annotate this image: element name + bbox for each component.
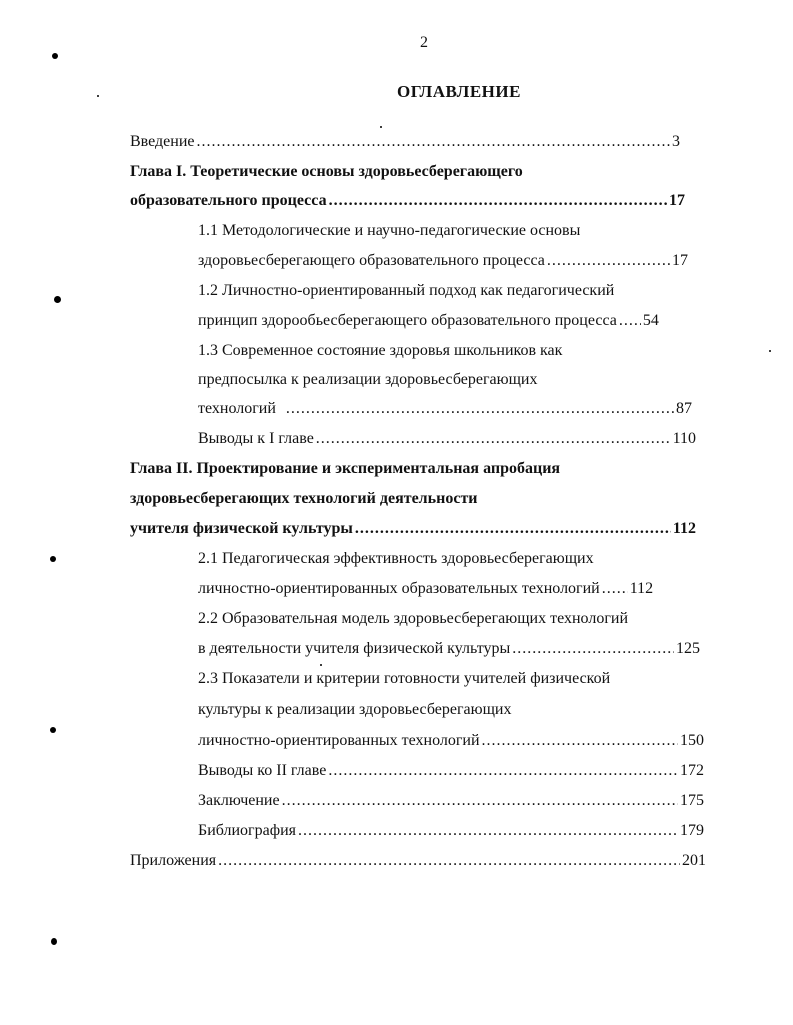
toc-entry-text: в деятельности учителя физической культуры [198, 640, 511, 657]
toc-section-1-2-title: 1.2 Личностно-ориентированный подход как педагогический [198, 282, 615, 299]
dot-leader [282, 791, 678, 811]
toc-entry-text: Выводы ко II главе [198, 762, 327, 779]
toc-section-2-3-title: 2.3 Показатели и критерии готовности учителей физической [198, 670, 611, 687]
toc-conclusion [198, 791, 704, 811]
toc-entry-text: технологий [198, 400, 276, 417]
page-number: 2 [420, 34, 428, 51]
toc-chapter-2-title-cont: здоровьесберегающих технологий деятельности [130, 490, 478, 507]
toc-section-2-1-entry [198, 579, 700, 599]
toc-entry-page: 110 [672, 430, 696, 447]
scan-speck [97, 95, 99, 97]
toc-entry-page: 54 [642, 312, 659, 329]
dot-leader [602, 579, 628, 599]
dot-leader [355, 519, 671, 539]
scan-speck [51, 938, 57, 945]
scan-speck [320, 664, 322, 666]
toc-section-1-3-title: 1.3 Современное состояние здоровья школьников как [198, 342, 563, 359]
toc-entry-text: личностно-ориентированных образовательных технологий [198, 580, 600, 597]
toc-entry-text: личностно-ориентированных технологий [198, 732, 480, 749]
toc-appendices [130, 851, 706, 871]
toc-section-1-3-entry [198, 399, 692, 419]
dot-leader [328, 761, 678, 781]
scan-speck [380, 126, 382, 128]
scan-speck [52, 53, 58, 59]
toc-chapter-1-entry [130, 191, 685, 211]
toc-section-2-3-entry [198, 731, 704, 751]
dot-leader [218, 851, 680, 871]
toc-entry-page: 87 [676, 400, 692, 417]
toc-section-2-1-title: 2.1 Педагогическая эффективность здоровьесберегающих [198, 550, 594, 567]
toc-chapter-2-title: Глава II. Проектирование и экспериментальная апробация [130, 460, 561, 477]
dot-leader [329, 191, 667, 211]
dot-leader [512, 639, 674, 659]
toc-conclusions-chapter-2 [198, 761, 704, 781]
scan-speck [50, 556, 56, 562]
dot-leader [619, 311, 641, 331]
dot-leader [286, 399, 674, 419]
dot-leader [547, 251, 670, 271]
toc-bibliography [198, 821, 704, 841]
dot-leader [197, 132, 671, 152]
toc-entry-text: Приложения [130, 852, 217, 869]
toc-section-2-3-title-cont: культуры к реализации здоровьесберегающих [198, 701, 512, 718]
toc-entry-page: 125 [676, 640, 700, 657]
toc-conclusions-chapter-1 [198, 429, 696, 449]
toc-entry-text: здоровьесберегающего образовательного процесса [198, 252, 545, 269]
toc-entry-text: Введение [130, 133, 195, 150]
toc-title: ОГЛАВЛЕНИЕ [397, 82, 521, 101]
toc-entry-text: учителя физической культуры [130, 520, 353, 537]
toc-entry-page: 112 [629, 580, 654, 597]
toc-entry-introduction [130, 132, 680, 152]
toc-entry-page: 17 [669, 192, 685, 209]
toc-chapter-2-entry [130, 519, 696, 539]
scan-speck [769, 350, 771, 352]
toc-section-2-2-entry [198, 639, 700, 659]
toc-entry-page: 179 [680, 822, 704, 839]
toc-entry-page: 150 [680, 732, 704, 749]
dot-leader [298, 821, 678, 841]
toc-entry-text: Выводы к I главе [198, 430, 314, 447]
toc-section-1-1-entry [198, 251, 688, 271]
toc-entry-text: Библиография [198, 822, 296, 839]
toc-entry-page: 112 [672, 520, 696, 537]
scan-speck [54, 296, 61, 303]
dot-leader [482, 731, 678, 751]
toc-entry-page: 17 [672, 252, 688, 269]
toc-entry-text: образовательного процесса [130, 192, 327, 209]
toc-chapter-1-title: Глава I. Теоретические основы здоровьесберегающего [130, 163, 523, 180]
toc-section-1-2-entry [198, 311, 693, 331]
dot-leader [316, 429, 671, 449]
toc-entry-page: 201 [682, 852, 706, 869]
toc-section-1-3-title-cont: предпосылка к реализации здоровьесберегающих [198, 371, 538, 388]
toc-entry-text: принцип здорообьесберегающего образовательного процесса [198, 312, 617, 329]
toc-entry-page: 175 [680, 792, 704, 809]
toc-entry-page: 172 [680, 762, 704, 779]
scan-speck [50, 727, 56, 733]
toc-section-1-1-title: 1.1 Методологические и научно-педагогические основы [198, 222, 581, 239]
toc-section-2-2-title: 2.2 Образовательная модель здоровьесберегающих технологий [198, 610, 628, 627]
toc-entry-text: Заключение [198, 792, 280, 809]
toc-entry-page: 3 [672, 133, 680, 150]
